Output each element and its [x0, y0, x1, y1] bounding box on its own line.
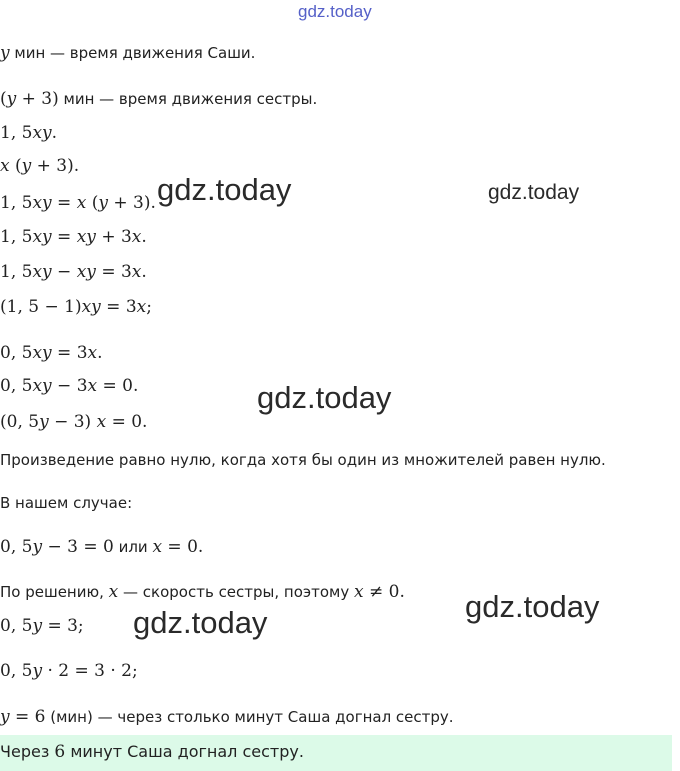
text-product-zero: Произведение равно нулю, когда хотя бы один из множителей равен нулю.: [0, 451, 606, 469]
eq-factor-x: (0, 5y − 3) x = 0.: [0, 412, 148, 432]
watermark-bottom-left: gdz.today: [133, 605, 268, 640]
line-sister-time: (y + 3) мин — время движения сестры.: [0, 89, 318, 109]
eq-distances-equal: 1, 5xy = x (y + 3).: [0, 193, 156, 213]
answer-box: [0, 735, 672, 771]
watermark-mid-left: gdz.today: [157, 172, 292, 207]
eq-sasha-distance: 1, 5xy.: [0, 123, 58, 143]
watermark-center: gdz.today: [257, 380, 392, 415]
answer-text: Через 6 минут Саша догнал сестру.: [0, 742, 304, 762]
watermark-bottom-right: gdz.today: [465, 589, 600, 624]
watermark-mid-right: gdz.today: [488, 181, 580, 204]
watermark-top: gdz.today: [298, 2, 372, 21]
eq-move-terms: 1, 5xy − xy = 3x.: [0, 262, 147, 282]
eq-multiply: 0, 5y · 2 = 3 · 2;: [0, 661, 138, 681]
eq-half-y: 0, 5y = 3;: [0, 616, 84, 636]
eq-factor-xy: (1, 5 − 1)xy = 3x;: [0, 297, 152, 317]
text-in-our-case: В нашем случае:: [0, 494, 133, 512]
text-by-solution: По решению, x — скорость сестры, поэтому x ≠ 0.: [0, 582, 405, 602]
text-result: y = 6 (мин) — через столько минут Саша догнал сестру.: [0, 707, 454, 727]
eq-cases: 0, 5y − 3 = 0 или x = 0.: [0, 537, 204, 557]
eq-expand: 1, 5xy = xy + 3x.: [0, 227, 147, 247]
eq-sister-distance: x (y + 3).: [0, 156, 80, 176]
line-sasha-time: y мин — время движения Саши.: [0, 43, 256, 63]
eq-to-zero: 0, 5xy − 3x = 0.: [0, 376, 139, 396]
eq-simplified: 0, 5xy = 3x.: [0, 343, 103, 363]
